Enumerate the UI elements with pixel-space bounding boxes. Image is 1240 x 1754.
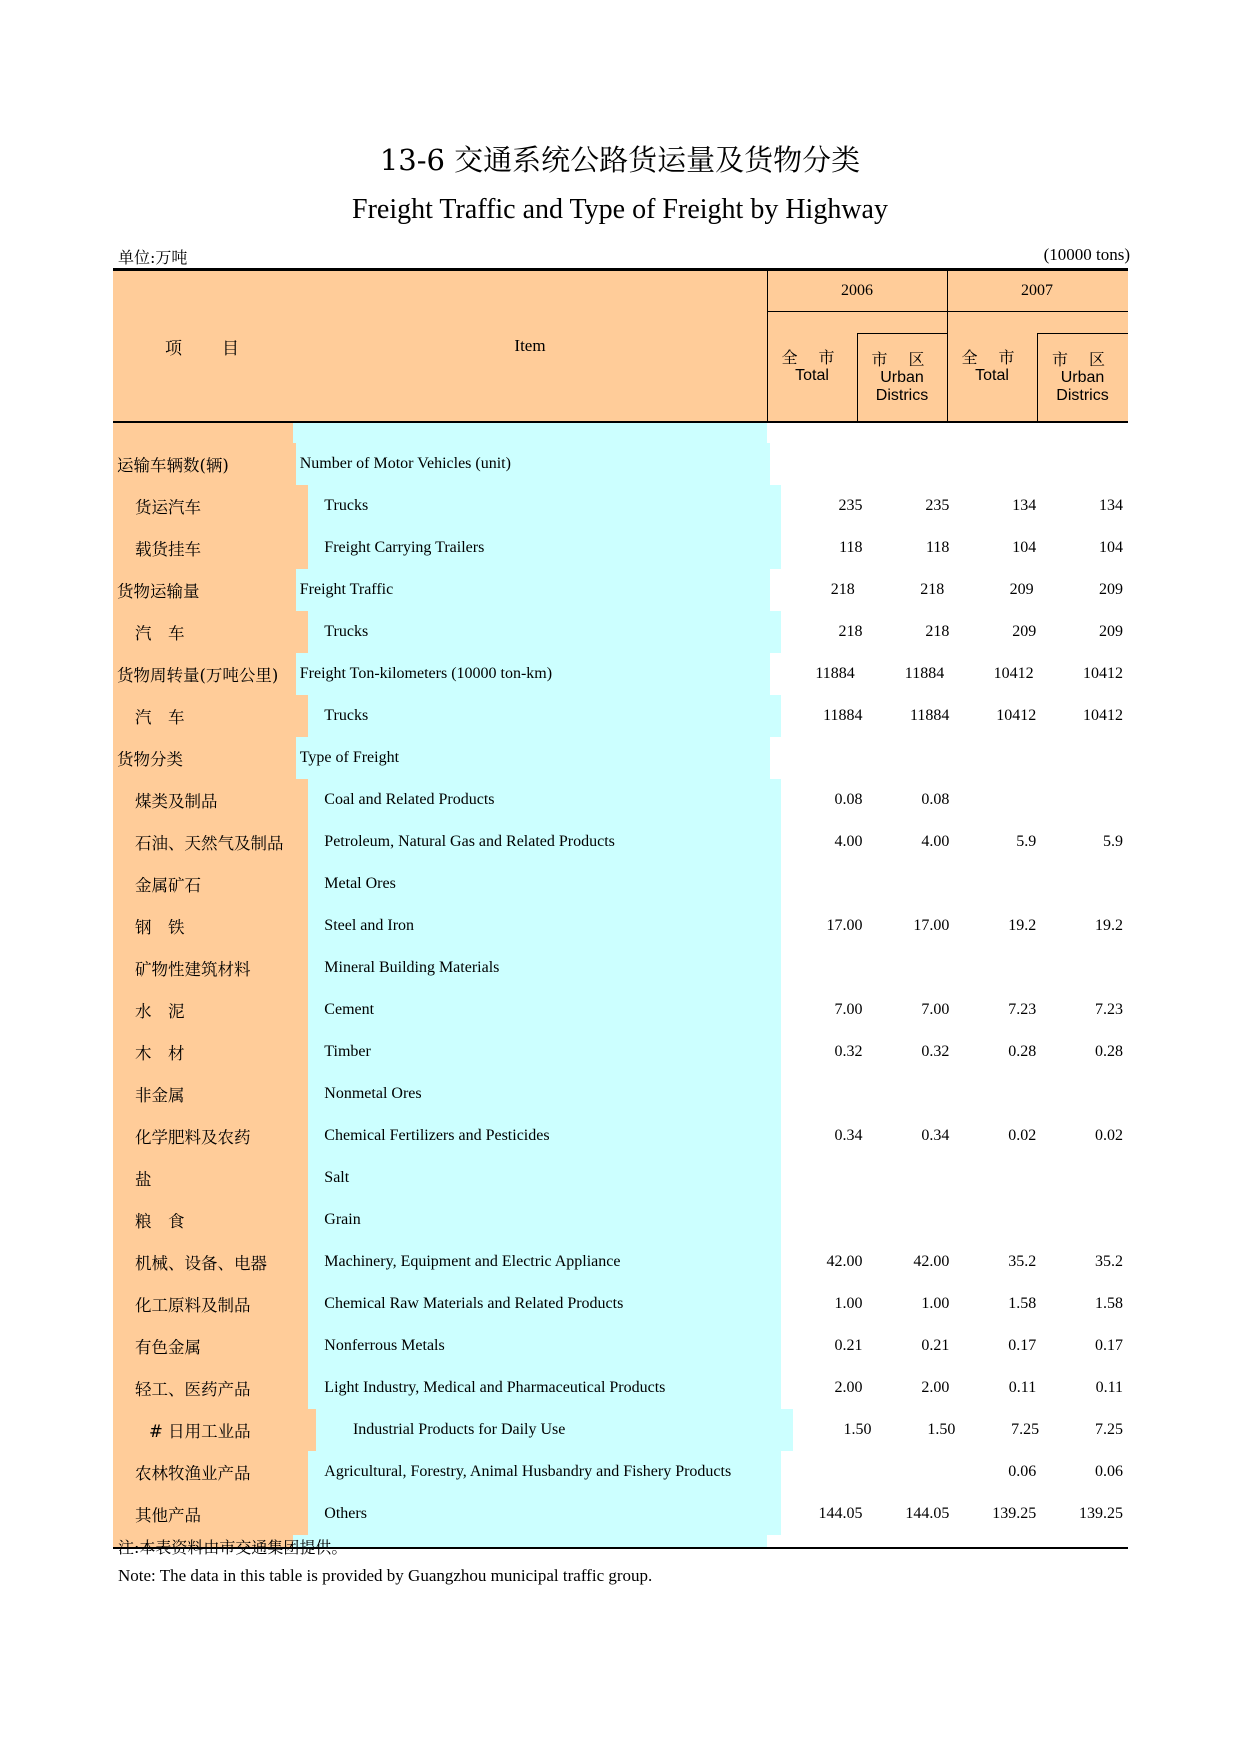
row-label-en: Type of Freight	[296, 737, 771, 779]
value-2006-urban: 2.00	[921, 1379, 950, 1396]
row-label-cn: 化学肥料及农药	[113, 1115, 308, 1157]
value-2007-urban: 0.28	[1095, 1043, 1124, 1060]
row-label-en: Petroleum, Natural Gas and Related Products	[308, 821, 780, 863]
table-row	[113, 1451, 1128, 1493]
row-label-en: Coal and Related Products	[308, 779, 780, 821]
row-label-cn: 载货挂车	[113, 527, 308, 569]
value-2007-total: 209	[1012, 623, 1037, 640]
table-row	[113, 1493, 1128, 1535]
value-2007-total: 139.25	[992, 1505, 1037, 1522]
value-2007-urban: 0.06	[1095, 1463, 1124, 1480]
value-2006-urban: 218	[925, 623, 950, 640]
row-label-cn: 货运汽车	[113, 485, 308, 527]
row-label-cn: 汽 车	[113, 695, 308, 737]
row-label-en: Metal Ores	[308, 863, 780, 905]
value-2006-urban: 118	[925, 539, 950, 556]
value-2007-urban: 19.2	[1095, 917, 1124, 934]
value-2007-urban	[1041, 1157, 1128, 1199]
row-label-en: Cement	[308, 989, 780, 1031]
header-urban-2006	[857, 351, 947, 405]
table-row	[113, 1073, 1128, 1115]
table-spacer	[113, 423, 1128, 443]
value-2007-urban: 10412	[1083, 707, 1124, 724]
row-label-en: Freight Ton-kilometers (10000 ton-km)	[296, 653, 771, 695]
row-label-cn: 钢 铁	[113, 905, 308, 947]
table-row	[113, 1157, 1128, 1199]
value-2006-urban	[860, 443, 949, 485]
header-divider	[767, 311, 1128, 312]
value-2006-total: 118	[839, 539, 863, 556]
header-item-en: Item	[514, 336, 546, 355]
row-label-en: Trucks	[308, 485, 780, 527]
header-urban-en: Urban	[880, 369, 924, 386]
row-label-en: Industrial Products for Daily Use	[316, 1409, 793, 1451]
value-2007-urban: 139.25	[1079, 1505, 1124, 1522]
value-2007-urban: 134	[1099, 497, 1124, 514]
value-2007-total: 7.25	[1011, 1421, 1040, 1438]
value-2006-urban	[860, 737, 949, 779]
row-label-cn: 轻工、医药产品	[113, 1367, 308, 1409]
table-row	[113, 779, 1128, 821]
table-row	[113, 947, 1128, 989]
header-item-cn: 项 目	[165, 338, 241, 359]
header-urban-en: Urban	[1060, 369, 1105, 386]
value-2007-urban: 10412	[1083, 665, 1124, 682]
value-2006-total: 11884	[823, 707, 863, 724]
row-label-cn: 汽 车	[113, 611, 308, 653]
table-row	[113, 821, 1128, 863]
value-2007-urban	[1041, 947, 1128, 989]
value-2007-total: 0.17	[1008, 1337, 1037, 1354]
value-2007-total	[949, 443, 1038, 485]
value-2007-total: 0.11	[1008, 1379, 1037, 1396]
value-2007-total: 10412	[993, 665, 1034, 682]
header-total-2006	[767, 349, 857, 385]
value-2007-total: 0.06	[1008, 1463, 1037, 1480]
value-2007-total	[954, 863, 1041, 905]
value-2006-urban: 11884	[904, 665, 945, 682]
table-row	[113, 569, 1128, 611]
value-2006-urban	[868, 1199, 955, 1241]
spacer-en	[293, 1535, 767, 1547]
value-2007-total	[954, 779, 1041, 821]
table-row	[113, 611, 1128, 653]
header-total-en: Total	[975, 367, 1009, 384]
header-divider	[1037, 333, 1128, 334]
header-urban-cn: 市 区	[1051, 350, 1114, 369]
row-label-cn: # 日用工业品	[113, 1409, 316, 1451]
row-label-cn: 矿物性建筑材料	[113, 947, 308, 989]
row-label-en: Chemical Raw Materials and Related Products	[308, 1283, 780, 1325]
value-2006-urban: 0.21	[921, 1337, 950, 1354]
footnote-cn: 注:本表资料由市交通集团提供。	[118, 1538, 348, 1557]
page-title-en: Freight Traffic and Type of Freight by Highway	[352, 194, 888, 225]
row-label-cn: 化工原料及制品	[113, 1283, 308, 1325]
value-2007-total	[954, 947, 1041, 989]
value-2006-urban	[868, 1073, 955, 1115]
table-row	[113, 485, 1128, 527]
value-2007-total	[954, 1157, 1041, 1199]
value-2007-urban: 7.25	[1095, 1421, 1124, 1438]
table-row	[113, 1283, 1128, 1325]
value-2006-total: 0.21	[834, 1337, 863, 1354]
value-2007-urban: 104	[1099, 539, 1124, 556]
row-label-cn: 货物分类	[113, 737, 296, 779]
value-2006-total	[770, 443, 859, 485]
value-2007-total: 104	[1012, 539, 1037, 556]
value-2006-total	[781, 1451, 868, 1493]
value-2006-total: 218	[830, 581, 855, 598]
row-label-en: Steel and Iron	[308, 905, 780, 947]
header-total-cn: 全 市	[961, 348, 1023, 367]
row-label-cn: 货物运输量	[113, 569, 296, 611]
value-2006-total: 235	[838, 497, 863, 514]
value-2006-total	[781, 1073, 868, 1115]
footnote-en: Note: The data in this table is provided by Guangzhou municipal traffic group.	[118, 1566, 653, 1585]
value-2006-total: 17.00	[826, 917, 863, 934]
value-2006-total: 218	[838, 623, 863, 640]
table-row	[113, 1325, 1128, 1367]
value-2006-urban: 1.00	[921, 1295, 950, 1312]
row-label-cn: 农林牧渔业产品	[113, 1451, 308, 1493]
value-2006-urban: 218	[920, 581, 945, 598]
value-2006-total	[781, 1157, 868, 1199]
row-label-en: Nonmetal Ores	[308, 1073, 780, 1115]
header-divider	[857, 333, 947, 334]
value-2007-urban	[1039, 443, 1128, 485]
spacer-cn	[113, 423, 293, 443]
value-2007-urban: 0.02	[1095, 1127, 1124, 1144]
row-label-en: Others	[308, 1493, 780, 1535]
row-label-en: Freight Carrying Trailers	[308, 527, 780, 569]
table-row	[113, 737, 1128, 779]
value-2006-urban: 0.34	[921, 1127, 950, 1144]
table-header	[113, 268, 1128, 423]
row-label-en: Machinery, Equipment and Electric Appliance	[308, 1241, 780, 1283]
value-2007-total: 0.02	[1008, 1127, 1037, 1144]
page-title-cn: 13-6 交通系统公路货运量及货物分类	[379, 143, 861, 177]
value-2006-total: 0.08	[834, 791, 863, 808]
value-2007-total	[949, 737, 1038, 779]
row-label-cn: 有色金属	[113, 1325, 308, 1367]
value-2007-urban: 1.58	[1095, 1295, 1124, 1312]
row-label-cn: 非金属	[113, 1073, 308, 1115]
value-2007-total: 7.23	[1008, 1001, 1037, 1018]
row-label-cn: 运输车辆数(辆)	[113, 443, 296, 485]
value-2006-total: 2.00	[834, 1379, 863, 1396]
value-2006-total	[781, 1199, 868, 1241]
value-2007-total: 10412	[996, 707, 1037, 724]
value-2006-total: 1.50	[843, 1421, 872, 1438]
value-2007-urban: 7.23	[1095, 1001, 1124, 1018]
value-2006-total: 144.05	[818, 1505, 863, 1522]
row-label-cn: 石油、天然气及制品	[113, 821, 308, 863]
row-label-cn: 粮 食	[113, 1199, 308, 1241]
value-2007-total: 134	[1012, 497, 1037, 514]
freight-table	[113, 268, 1128, 1549]
value-2006-total: 11884	[815, 665, 855, 682]
row-label-cn: 煤类及制品	[113, 779, 308, 821]
header-urban-en: Districs	[875, 387, 929, 404]
value-2006-urban: 42.00	[913, 1253, 950, 1270]
value-2007-urban: 5.9	[1103, 833, 1124, 850]
row-label-cn: 机械、设备、电器	[113, 1241, 308, 1283]
value-2006-total	[781, 947, 868, 989]
table-row	[113, 863, 1128, 905]
table-body	[113, 423, 1128, 1547]
value-2007-total: 35.2	[1008, 1253, 1037, 1270]
row-label-en: Light Industry, Medical and Pharmaceutical Products	[308, 1367, 780, 1409]
row-label-en: Number of Motor Vehicles (unit)	[296, 443, 771, 485]
value-2007-urban: 0.11	[1095, 1379, 1124, 1396]
value-2007-urban	[1041, 1199, 1128, 1241]
value-2007-urban: 209	[1099, 623, 1124, 640]
header-urban-en: Districs	[1056, 387, 1109, 404]
value-2006-urban: 11884	[909, 707, 950, 724]
value-2007-urban: 35.2	[1095, 1253, 1124, 1270]
value-2006-urban: 1.50	[927, 1421, 956, 1438]
value-2007-total: 209	[1009, 581, 1034, 598]
value-2007-urban: 209	[1099, 581, 1124, 598]
value-2007-urban	[1039, 737, 1128, 779]
header-total-cn: 全 市	[781, 348, 843, 367]
value-2007-urban	[1041, 1073, 1128, 1115]
table-row	[113, 1367, 1128, 1409]
value-2006-total: 1.00	[834, 1295, 863, 1312]
row-label-cn: 盐	[113, 1157, 308, 1199]
spacer-en	[293, 423, 767, 443]
value-2006-urban: 0.08	[921, 791, 950, 808]
row-label-cn: 其他产品	[113, 1493, 308, 1535]
value-2006-total: 4.00	[834, 833, 863, 850]
row-label-en: Salt	[308, 1157, 780, 1199]
value-2006-urban	[868, 1451, 955, 1493]
row-label-en: Mineral Building Materials	[308, 947, 780, 989]
value-2007-total: 0.28	[1008, 1043, 1037, 1060]
value-2006-urban: 7.00	[921, 1001, 950, 1018]
value-2006-total: 7.00	[834, 1001, 863, 1018]
row-label-en: Trucks	[308, 611, 780, 653]
value-2007-urban	[1041, 863, 1128, 905]
table-row	[113, 1409, 1128, 1451]
unit-label-cn: 单位:万吨	[118, 248, 188, 267]
row-label-cn: 木 材	[113, 1031, 308, 1073]
value-2006-urban: 235	[925, 497, 950, 514]
value-2006-total	[781, 863, 868, 905]
header-urban-cn: 市 区	[871, 350, 933, 369]
unit-label-en: (10000 tons)	[1043, 245, 1130, 264]
table-row	[113, 989, 1128, 1031]
value-2006-total: 0.32	[834, 1043, 863, 1060]
value-2006-total	[770, 737, 859, 779]
header-year-2007: 2007	[1021, 282, 1053, 299]
value-2007-urban	[1041, 779, 1128, 821]
value-2006-urban	[868, 947, 955, 989]
row-label-cn: 货物周转量(万吨公里)	[113, 653, 296, 695]
value-2006-total: 42.00	[826, 1253, 863, 1270]
value-2006-urban	[868, 863, 955, 905]
table-row	[113, 1115, 1128, 1157]
value-2006-urban: 144.05	[905, 1505, 950, 1522]
value-2007-total	[954, 1199, 1041, 1241]
table-row	[113, 1199, 1128, 1241]
row-label-en: Freight Traffic	[296, 569, 771, 611]
header-year-2006: 2006	[841, 282, 873, 299]
row-label-en: Chemical Fertilizers and Pesticides	[308, 1115, 780, 1157]
header-total-2007	[947, 349, 1037, 385]
table-row	[113, 443, 1128, 485]
header-total-en: Total	[795, 367, 829, 384]
table-row	[113, 905, 1128, 947]
value-2007-total: 1.58	[1008, 1295, 1037, 1312]
row-label-en: Timber	[308, 1031, 780, 1073]
table-row	[113, 1031, 1128, 1073]
table-row	[113, 653, 1128, 695]
row-label-en: Grain	[308, 1199, 780, 1241]
table-row	[113, 1241, 1128, 1283]
value-2006-urban: 4.00	[921, 833, 950, 850]
value-2007-total: 5.9	[1016, 833, 1037, 850]
value-2006-urban: 0.32	[921, 1043, 950, 1060]
row-label-cn: 金属矿石	[113, 863, 308, 905]
row-label-en: Trucks	[308, 695, 780, 737]
row-label-cn: 水 泥	[113, 989, 308, 1031]
value-2006-urban: 17.00	[913, 917, 950, 934]
value-2006-urban	[868, 1157, 955, 1199]
value-2007-total: 19.2	[1008, 917, 1037, 934]
value-2007-urban: 0.17	[1095, 1337, 1124, 1354]
table-row	[113, 527, 1128, 569]
header-urban-2007	[1037, 351, 1128, 405]
value-2006-total: 0.34	[834, 1127, 863, 1144]
table-row	[113, 695, 1128, 737]
row-label-en: Agricultural, Forestry, Animal Husbandry and Fishery Products	[308, 1451, 780, 1493]
row-label-en: Nonferrous Metals	[308, 1325, 780, 1367]
value-2007-total	[954, 1073, 1041, 1115]
